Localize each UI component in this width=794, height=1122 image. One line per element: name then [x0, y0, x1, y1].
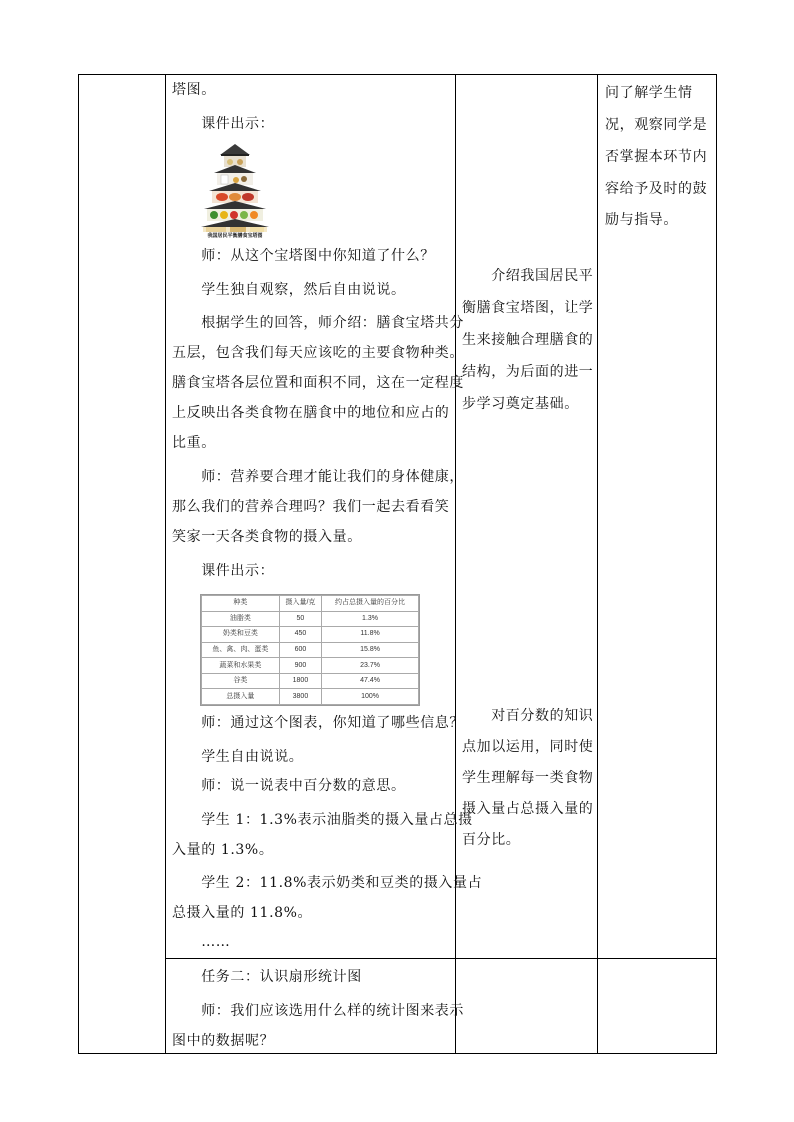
process-text-line: 图中的数据呢？ [172, 1033, 275, 1049]
intake-cell: 鱼、禽、肉、蛋类 [202, 642, 280, 658]
intake-cell: 奶类和豆类 [202, 627, 280, 643]
pyramid-caption: 我国居民平衡膳食宝塔图 [207, 233, 263, 238]
process-text-line: 师：营养要合理才能让我们的身体健康， [172, 469, 464, 485]
process-text-line: 课件出示： [172, 116, 275, 132]
food-pyramid-image [200, 143, 270, 238]
intake-cell: 油脂类 [202, 611, 280, 627]
intake-cell: 总摄入量 [202, 689, 280, 705]
intake-table-row [202, 642, 419, 658]
process-text-line: 师：我们应该选用什么样的统计图来表示 [172, 1003, 464, 1019]
table-divider-1 [165, 74, 166, 1054]
table-divider-2 [455, 74, 456, 1054]
intake-header-cell: 约占总摄入量的百分比 [322, 596, 419, 612]
design-text-line: 介绍我国居民平 [462, 268, 594, 284]
design-text-line: 结构，为后面的进一 [462, 364, 594, 380]
intake-cell: 47.4% [322, 673, 419, 689]
design-text-line: 步学习奠定基础。 [462, 396, 579, 412]
intake-header-cell: 摄入量/克 [279, 596, 321, 612]
evaluation-text-line: 励与指导。 [605, 212, 678, 228]
table-border-right [716, 74, 717, 1054]
process-text-line: 师：说一说表中百分数的意思。 [172, 778, 406, 794]
process-text-line: 师：从这个宝塔图中你知道了什么？ [172, 248, 435, 264]
evaluation-text-line: 否掌握本环节内 [605, 149, 708, 165]
intake-cell: 900 [279, 658, 321, 674]
process-text-line: 学生 2：11.8%表示奶类和豆类的摄入量占 [172, 875, 483, 891]
intake-cell: 1800 [279, 673, 321, 689]
intake-cell: 11.8% [322, 627, 419, 643]
design-text-line: 学生理解每一类食物 [462, 770, 594, 786]
intake-cell: 1.3% [322, 611, 419, 627]
intake-table-row [202, 673, 419, 689]
process-text-line: 塔图。 [172, 82, 216, 98]
table-border-top [78, 74, 717, 75]
intake-header-cell: 种类 [202, 596, 280, 612]
intake-cell: 23.7% [322, 658, 419, 674]
intake-cell: 100% [322, 689, 419, 705]
design-text-line: 衡膳食宝塔图，让学 [462, 300, 594, 316]
process-text-line: 课件出示： [172, 563, 275, 579]
intake-cell: 50 [279, 611, 321, 627]
evaluation-text-line: 问了解学生情 [605, 85, 693, 101]
process-text-line: 学生自由说说。 [172, 749, 304, 765]
design-text-line: 百分比。 [462, 832, 521, 848]
pyramid-roof [220, 144, 250, 155]
process-text-line: 上反映出各类食物在膳食中的地位和应占的 [172, 405, 450, 421]
process-text-line: 膳食宝塔各层位置和面积不同，这在一定程度 [172, 375, 464, 391]
process-text-line: 学生独自观察，然后自由说说。 [172, 282, 406, 298]
design-text-line: 对百分数的知识 [462, 708, 594, 724]
table-border-bottom [78, 1053, 717, 1054]
intake-table-row [202, 611, 419, 627]
process-text-line: 总摄入量的 11.8%。 [172, 905, 313, 921]
process-text-line: 师：通过这个图表，你知道了哪些信息？ [172, 715, 464, 731]
table-divider-3 [597, 74, 598, 1054]
intake-cell: 450 [279, 627, 321, 643]
intake-table-row [202, 658, 419, 674]
process-text-line: 笑家一天各类食物的摄入量。 [172, 529, 362, 545]
process-text-line: 根据学生的回答，师介绍：膳食宝塔共分 [172, 315, 464, 331]
design-text-line: 点加以运用，同时使 [462, 739, 594, 755]
process-text-line: 学生 1：1.3%表示油脂类的摄入量占总摄 [172, 812, 473, 828]
task-title: 任务二：认识扇形统计图 [172, 969, 362, 985]
process-text-line: 比重。 [172, 435, 216, 451]
intake-cell: 谷类 [202, 673, 280, 689]
intake-table-header [202, 596, 419, 612]
intake-table-row [202, 689, 419, 705]
intake-cell: 蔬菜和水果类 [202, 658, 280, 674]
evaluation-text-line: 容给予及时的鼓 [605, 181, 708, 197]
food-intake-table [200, 594, 420, 706]
design-text-line: 摄入量占总摄入量的 [462, 801, 594, 817]
process-text-line: …… [172, 934, 231, 950]
intake-table-row [202, 627, 419, 643]
design-text-line: 生来接触合理膳食的 [462, 332, 594, 348]
process-text-line: 五层，包含我们每天应该吃的主要食物种类。 [172, 345, 464, 361]
process-text-line: 那么我们的营养合理吗？我们一起去看看笑 [172, 499, 450, 515]
evaluation-text-line: 况，观察同学是 [605, 117, 708, 133]
intake-cell: 15.8% [322, 642, 419, 658]
intake-cell: 600 [279, 642, 321, 658]
row-divider [165, 958, 717, 959]
intake-cell: 3800 [279, 689, 321, 705]
table-border-left [78, 74, 79, 1054]
process-text-line: 入量的 1.3%。 [172, 842, 274, 858]
